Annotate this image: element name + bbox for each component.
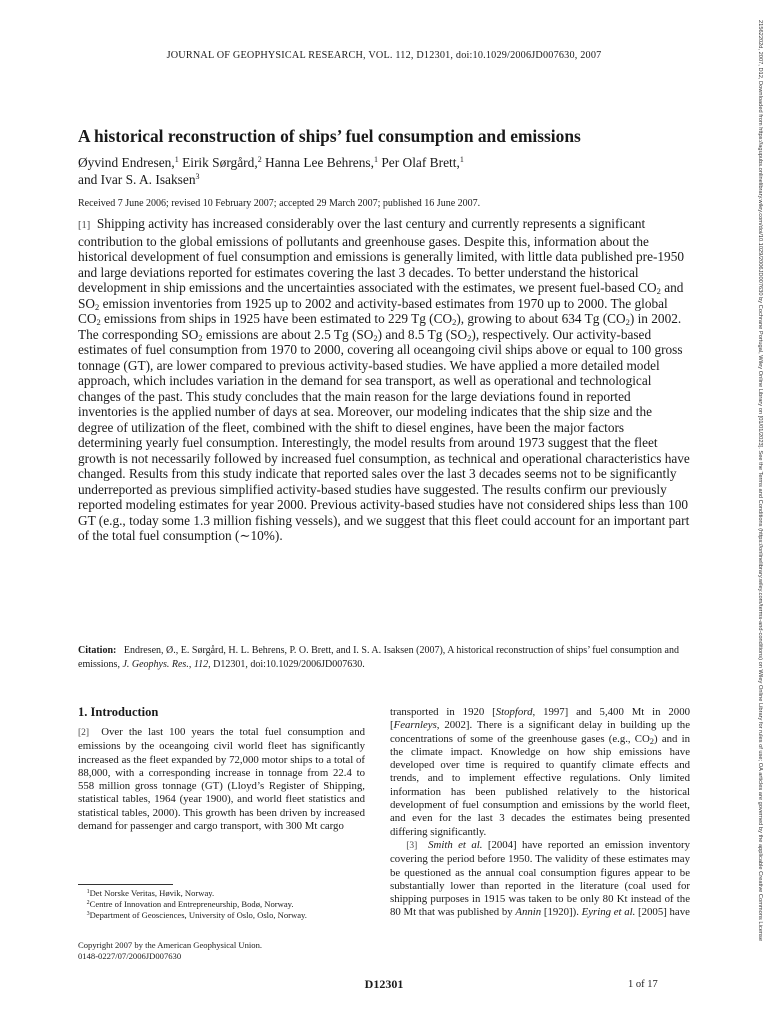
page-count: 1 of 17 [628,979,658,990]
body-column-right [390,706,690,920]
footnote [78,910,365,921]
paragraph-number: [3] [406,840,418,851]
body-text: , 1997] and 5,400 Mt in 2000 [ [390,706,690,732]
copyright-line: 0148-0227/07/2006JD007630 [78,951,182,961]
footnote-mark: 3 [86,911,90,917]
abstract-text: and SO [78,280,684,311]
citation-separator: , [188,659,194,670]
footnote-mark: 1 [86,889,90,895]
body-text: Over the last 100 years the total fuel consumption and emissions by the oceangoing civil world fleet has significantly increased as the fleet expanded by 72,000 motor ships to a total of 88,000, with a corresponding increase in tonnage from 22.4 to 558 million gross tonnage (GT) (Lloyd’s Register of Shipping, statistical tables, 1964 (year 1900), and world fleet statistics and statistical tables, 2000). This growth has been driven by increased demand for passenger and cargo transport, with 300 Mt cargo [78,726,365,833]
journal-name: J. Geophys. Res. [122,659,189,670]
subscript: 2 [625,317,630,327]
footnote [78,899,365,910]
subscript: 2 [95,301,100,312]
subscript: 2 [656,286,661,296]
author-name: and Ivar S. A. Isaksen [78,172,196,187]
author-name: Øyvind Endresen, [78,155,175,170]
footnotes [78,888,365,921]
reference-author: Smith et al. [428,838,483,851]
abstract-text: ), growing to about 634 Tg (CO [456,311,626,326]
abstract-text: ), respectively. Our activity-based estimates of fuel consumption from 1970 to 2000, covering all oceangoing civil ships above or equal to 100 gross tonnage (GT), are lower compared to previous activity-based studies. We have applied a more detailed model approach, which includes variation in the demand for sea transport, as well as operational and technological changes of the past. This study concludes that the main reason for the large deviations found in reported inventories is the applied number of days at sea. Moreover, our modeling indicates that the ship size and the degree of utilization of the fleet, combined with the shift to diesel engines, have been the major factors determining yearly fuel consumption. Interestingly, the model results from around 1973 suggest that the fleet growth is not necessarily followed by increased fuel consumption, as technical and operational characteristics have changed. Results from this study indicate that reported sales over the last 3 decades seems not to be significantly underreported as previous simplified activity-based studies have suggested. The results confirm our previously reported modeling estimates for year 2000. Previous activity-based studies have not considered ships less than 100 GT (e.g., today some 1.3 million fishing vessels), and we suggest that this fleet could account for an important part of the total fuel consumption (∼10%). [78,326,690,543]
abstract-text: ) in 2002. The corresponding SO [78,311,682,342]
footnote-rule [78,884,173,885]
footnote-text: Department of Geosciences, University of Oslo, Oslo, Norway. [89,910,307,920]
publication-dates: Received 7 June 2006; revised 10 February 2007; accepted 29 March 2007; published 16 June 2007. [78,198,481,209]
subscript: 2 [373,332,378,343]
subscript: 2 [452,317,457,327]
affiliation-mark: 1 [174,155,179,164]
section-heading: 1. Introduction [78,705,159,719]
paragraph-number: [2] [78,728,90,738]
footnote-mark: 2 [86,900,90,906]
body-text: [2005] have [635,906,690,919]
author-name: Per Olaf Brett, [381,155,460,170]
copyright-line: Copyright 2007 by the American Geophysical Union. [78,940,263,950]
footnote [78,888,365,899]
author-name: Hanna Lee Behrens, [265,155,374,170]
subscript: 2 [467,332,472,343]
subscript: 2 [198,332,203,343]
reference-author: Eyring et al. [581,906,636,919]
body-text: ) and in the climate impact. Knowledge on how ship emissions have developed over time is required to quantify climate effects and trends, and to implement effective regulations. Only limited information has been published relatively to the historical development of fuel consumption and emissions by the world fleet, and even for the last 3 decades the estimates being presented differing significantly. [390,732,690,838]
citation-label: Citation: [78,645,117,656]
subscript: 2 [96,317,101,327]
subscript: 2 [649,735,655,746]
download-notice [751,20,763,1010]
body-text: [2004] have reported an emission inventory covering the period before 1950. The validity of these estimates may be questioned as the annual coal consumption figures appear to be substantially lower than reported in the literature (coal used for shipping purposes in 1915 was taken to be only 80 Kt instead of the 80 Mt that was published by [390,838,690,919]
author-name: Eirik Sørgård, [182,155,258,170]
abstract-text: ) and 8.5 Tg (SO [377,326,468,342]
paragraph-number: [1] [78,220,91,231]
footnote-text: Centre of Innovation and Entrepreneurship, Bodø, Norway. [89,899,294,909]
abstract-text: emissions from ships in 1925 have been estimated to 229 Tg (CO [100,311,453,326]
reference-author: Stopford [495,706,533,718]
affiliation-mark: 2 [257,155,262,164]
citation [78,644,690,672]
body-text: , 2002]. There is a significant delay in building up the concentrations of some of the greenhouse gases (e.g., CO [390,719,690,745]
download-notice-text: 21562202d, 2007, D12, Downloaded from https://agupubs.onlinelibrary.wiley.com/doi/10.1029/2006JD007630 by Cochrane Portugal, Wiley Online Library on [01/01/2023]. See the Terms and Conditions (https://onlinelibrary.wiley.com/terms-and-conditions) on Wiley Online Library for rules of use; OA articles are governed by the applicable Creative Commons License [757,20,763,942]
reference-author: Annin [515,906,542,919]
affiliation-mark: 1 [373,155,378,164]
author-list [78,154,678,188]
abstract-text: Shipping activity has increased considerably over the last century and currently represents a significant contribution to the global emissions of pollutants and greenhouse gases. Despite this, information about the historical development of fuel consumption and emissions is generally limited, with little data published pre-1950 and large deviations reported for estimates covering the last 3 decades. To better understand the historical development in ship emissions and the uncertainties associated with the estimates, we present fuel-based CO [78,216,684,295]
abstract [78,216,690,544]
body-text: transported in 1920 [ [390,706,496,718]
abstract-text: emissions are about 2.5 Tg (SO [202,326,374,342]
journal-header: JOURNAL OF GEOPHYSICAL RESEARCH, VOL. 112, D12301, doi:10.1029/2006JD007630, 2007 [166,50,602,61]
affiliation-mark: 1 [459,155,464,164]
reference-author: Fearnleys [393,719,437,732]
body-text: [1920]). [541,906,582,919]
volume-number: 112 [193,659,209,670]
abstract-text: emission inventories from 1925 up to 2002 and activity-based estimates from 1970 up to 2000. The global CO [78,295,668,326]
article-title: A historical reconstruction of ships’ fuel consumption and emissions [78,126,581,146]
page-identifier: D12301 [364,977,404,991]
citation-text: Endresen, Ø., E. Sørgård, H. L. Behrens, P. O. Brett, and I. S. A. Isaksen (2007), A historical reconstruction of ships’ fuel consumption and emissions, [78,645,679,670]
body-column-left [78,726,365,833]
footnote-text: Det Norske Veritas, Høvik, Norway. [89,888,215,898]
copyright [78,940,365,962]
affiliation-mark: 3 [195,172,200,181]
citation-text: , D12301, doi:10.1029/2006JD007630. [208,659,365,670]
